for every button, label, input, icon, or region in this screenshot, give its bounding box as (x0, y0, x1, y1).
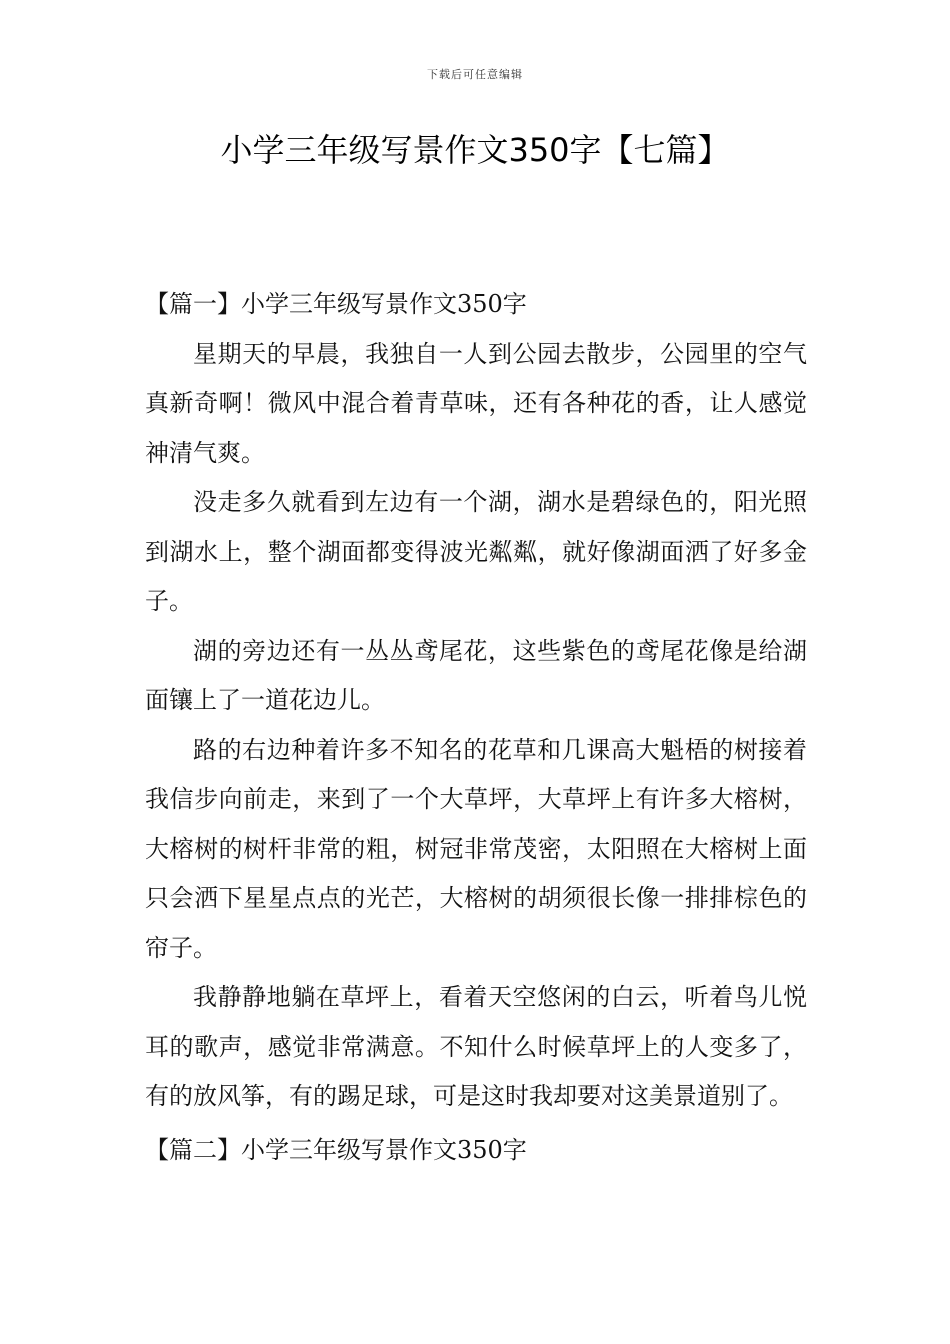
paragraph: 路的右边种着许多不知名的花草和几课高大魁梧的树接着我信步向前走，来到了一个大草坪，大草坪上有许多大榕树，大榕树的树杆非常的粗，树冠非常茂密，太阳照在大榕树上面只会洒下星星点点的光芒，大榕树的胡须很长像一排排棕色的帘子。 (145, 735, 807, 962)
section-heading: 【篇二】小学三年级写景作文350字 (145, 1135, 527, 1164)
header-note: 下载后可任意编辑 (427, 68, 523, 81)
section-1 (145, 280, 807, 1122)
paragraph: 湖的旁边还有一丛丛鸢尾花，这些紫色的鸢尾花像是给湖面镶上了一道花边儿。 (145, 636, 807, 714)
paragraph: 我静静地躺在草坪上，看着天空悠闲的白云，听着鸟儿悦耳的歌声，感觉非常满意。不知什么时候草坪上的人变多了，有的放风筝，有的踢足球，可是这时我却要对这美景道别了。 (145, 983, 807, 1110)
document-body (145, 280, 807, 1175)
section-heading: 【篇一】小学三年级写景作文350字 (145, 290, 527, 318)
document-title: 小学三年级写景作文350字【七篇】 (220, 131, 730, 169)
section-2 (145, 1126, 807, 1176)
paragraph: 星期天的早晨，我独自一人到公园去散步，公园里的空气真新奇啊！微风中混合着青草味，还有各种花的香，让人感觉神清气爽。 (145, 339, 807, 467)
paragraph: 没走多久就看到左边有一个湖，湖水是碧绿色的，阳光照到湖水上，整个湖面都变得波光粼粼，就好像湖面洒了好多金子。 (145, 488, 807, 615)
